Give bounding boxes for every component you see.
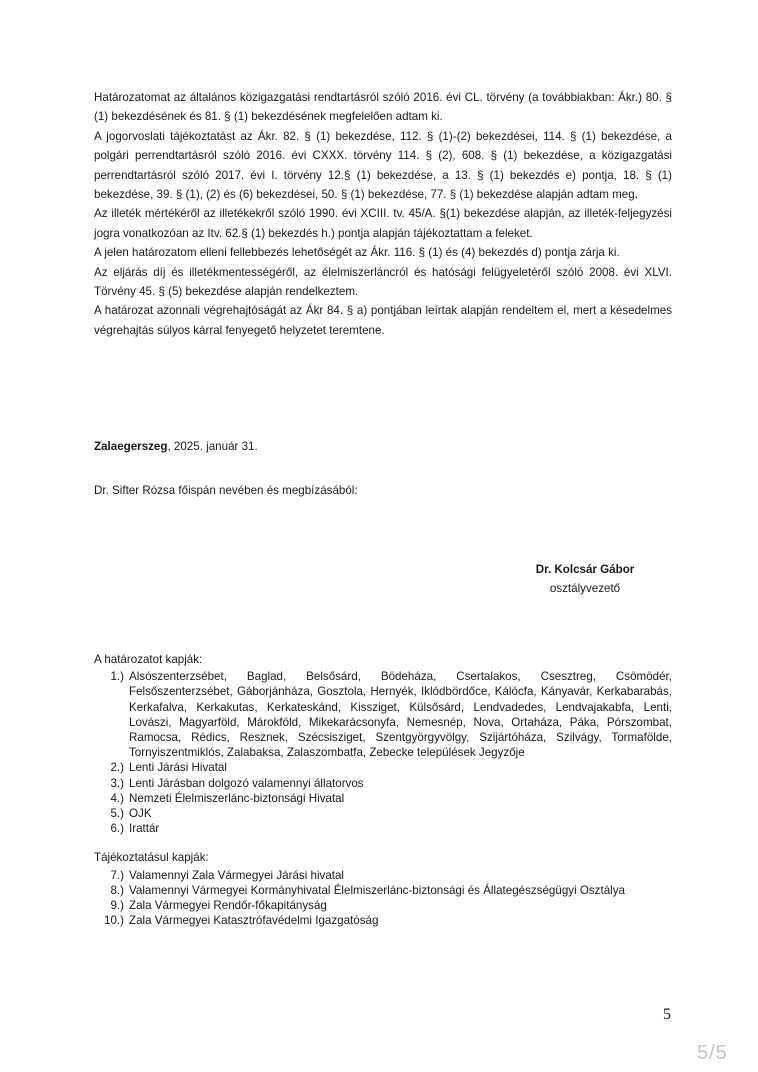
item-number: 10.) [104, 914, 124, 928]
paragraph: A jogorvoslati tájékoztatást az Ákr. 82. § (1) bekezdése, 112. § (1)-(2) bekezdései, 114. § (1) bekezdése, a polgári perrendtartásról szóló 2016. évi CXXX. törvény 114. § (2), 608. § (1) bekezdése, a közigazgatási perrendtartásról szóló 2017. évi I. törvény 12.§ (1) bekezdése, a 13. § (1) bekezdés e) pontja, 18. § (1) bekezdése, 39. § (1), (2) és (6) bekezdései, 50. § (1) bekezdése, 77. § (1) bekezdése alapján adtam meg. [94, 129, 672, 202]
paragraph: Az illeték mértékéről az illetékekről szóló 1990. évi XCIII. tv. 45/A. §(1) bekezdése alapján, az illeték-feljegyzési jogra vonatkozóan az Itv. 62.§ (1) bekezdés h.) pontja alapján tájékoztattam a feleket. [94, 207, 672, 240]
item-text: Lenti Járásban dolgozó valamennyi állatorvos [129, 776, 364, 790]
item-text: Alsószenterzsébet, Baglad, Belsősárd, Bödeháza, Csertalakos, Csesztreg, Csömödér, Felsőszenterzsébet, Gáborjánháza, Gosztola, Hernyék, Iklódbördőce, Kálócfa, Kányavár, Kerkabarabás, Kerkafalva, Kerkakutas, Kerkateskánd, Kissziget, Külsősárd, Lendvadedes, Lendvajakabfa, Lenti, Lovászi, Magyarföld, Márokföld, Mikekarácsonyfa, Nemesnép, Nova, Ortaháza, Páka, Pórszombat, Ramocsa, Rédics, Resznek, Szécsisziget, Szentgyörgyvölgy, Szijártóháza, Szilvágy, Tormafölde, Tornyiszentmiklós, Zalabaksa, Zalaszombatfa, Zebecke települések Jegyzője [129, 670, 672, 760]
informed-section [94, 850, 672, 928]
list-item [94, 868, 672, 883]
signer-name: Dr. Kolcsár Gábor [535, 563, 635, 576]
item-text: Valamennyi Zala Vármegyei Járási hivatal [129, 868, 345, 882]
list-item [94, 760, 672, 775]
informed-heading: Tájékoztatásul kapják: [94, 851, 209, 865]
item-text: Zala Vármegyei Rendőr-főkapitányság [129, 899, 327, 913]
item-text: Zala Vármegyei Katasztrófavédelmi Igazgatóság [129, 914, 379, 928]
item-number: 9.) [110, 899, 124, 913]
place-date [94, 440, 258, 453]
item-number: 3.) [110, 776, 124, 790]
signer-title: osztályvezető [549, 582, 621, 595]
distribution-list [94, 652, 672, 928]
item-number: 7.) [110, 868, 124, 882]
list-item [94, 669, 672, 760]
list-item [94, 791, 672, 806]
paragraph: A határozat azonnali végrehajtóságát az Ákr 84. § a) pontjában leírtak alapján rendeltem el, mert a késedelmes végrehajtás súlyos kárral fenyegető helyzetet teremtene. [94, 304, 672, 337]
item-number: 5.) [110, 807, 124, 821]
item-text: Nemzeti Élelmiszerlánc-biztonsági Hivatal [129, 791, 345, 805]
paragraph: A jelen határozatom elleni fellebbezés lehetőségét az Ákr. 116. § (1) és (4) bekezdés d) pontja zárja ki. [94, 246, 620, 260]
list-item [94, 913, 672, 928]
item-text: Valamennyi Vármegyei Kormányhivatal Élelmiszerlánc-biztonsági és Állategészségügyi Osztálya [129, 883, 625, 897]
recipients-heading: A határozatot kapják: [94, 653, 203, 666]
paragraph: Határozatomat az általános közigazgatási rendtartásról szóló 2016. évi CL. törvény (a továbbiakban: Ákr.) 80. § (1) bekezdésének és 81. § (1) bekezdésének megfelelően adtam ki. [94, 91, 672, 124]
informed-list [94, 868, 672, 929]
item-text: Irattár [129, 822, 160, 836]
item-number: 4.) [110, 791, 124, 805]
list-item [94, 883, 672, 898]
list-item [94, 776, 672, 791]
legal-basis-text [94, 88, 672, 340]
place: Zalaegerszeg [94, 440, 168, 453]
item-text: OJK [129, 807, 152, 821]
page-counter: 5/5 [697, 1042, 728, 1064]
recipients-list [94, 669, 672, 836]
signature-block [500, 560, 670, 598]
date: , 2025. január 31. [167, 440, 258, 453]
list-item [94, 806, 672, 821]
item-number: 1.) [110, 670, 124, 684]
item-number: 6.) [110, 822, 124, 836]
item-number: 2.) [110, 761, 124, 775]
page-number: 5 [663, 1006, 671, 1023]
item-number: 8.) [110, 883, 124, 897]
item-text: Lenti Járási Hivatal [129, 761, 227, 775]
paragraph: Az eljárás díj és illetékmentességéről, az élelmiszerláncról és hatósági felügyeletéről szóló 2008. évi XLVI. Törvény 45. § (5) bekezdése alapján rendelkeztem. [94, 265, 672, 299]
signer-intro: Dr. Sifter Rózsa főispán nevében és megbízásából: [94, 484, 358, 497]
list-item [94, 898, 672, 913]
list-item [94, 821, 672, 836]
